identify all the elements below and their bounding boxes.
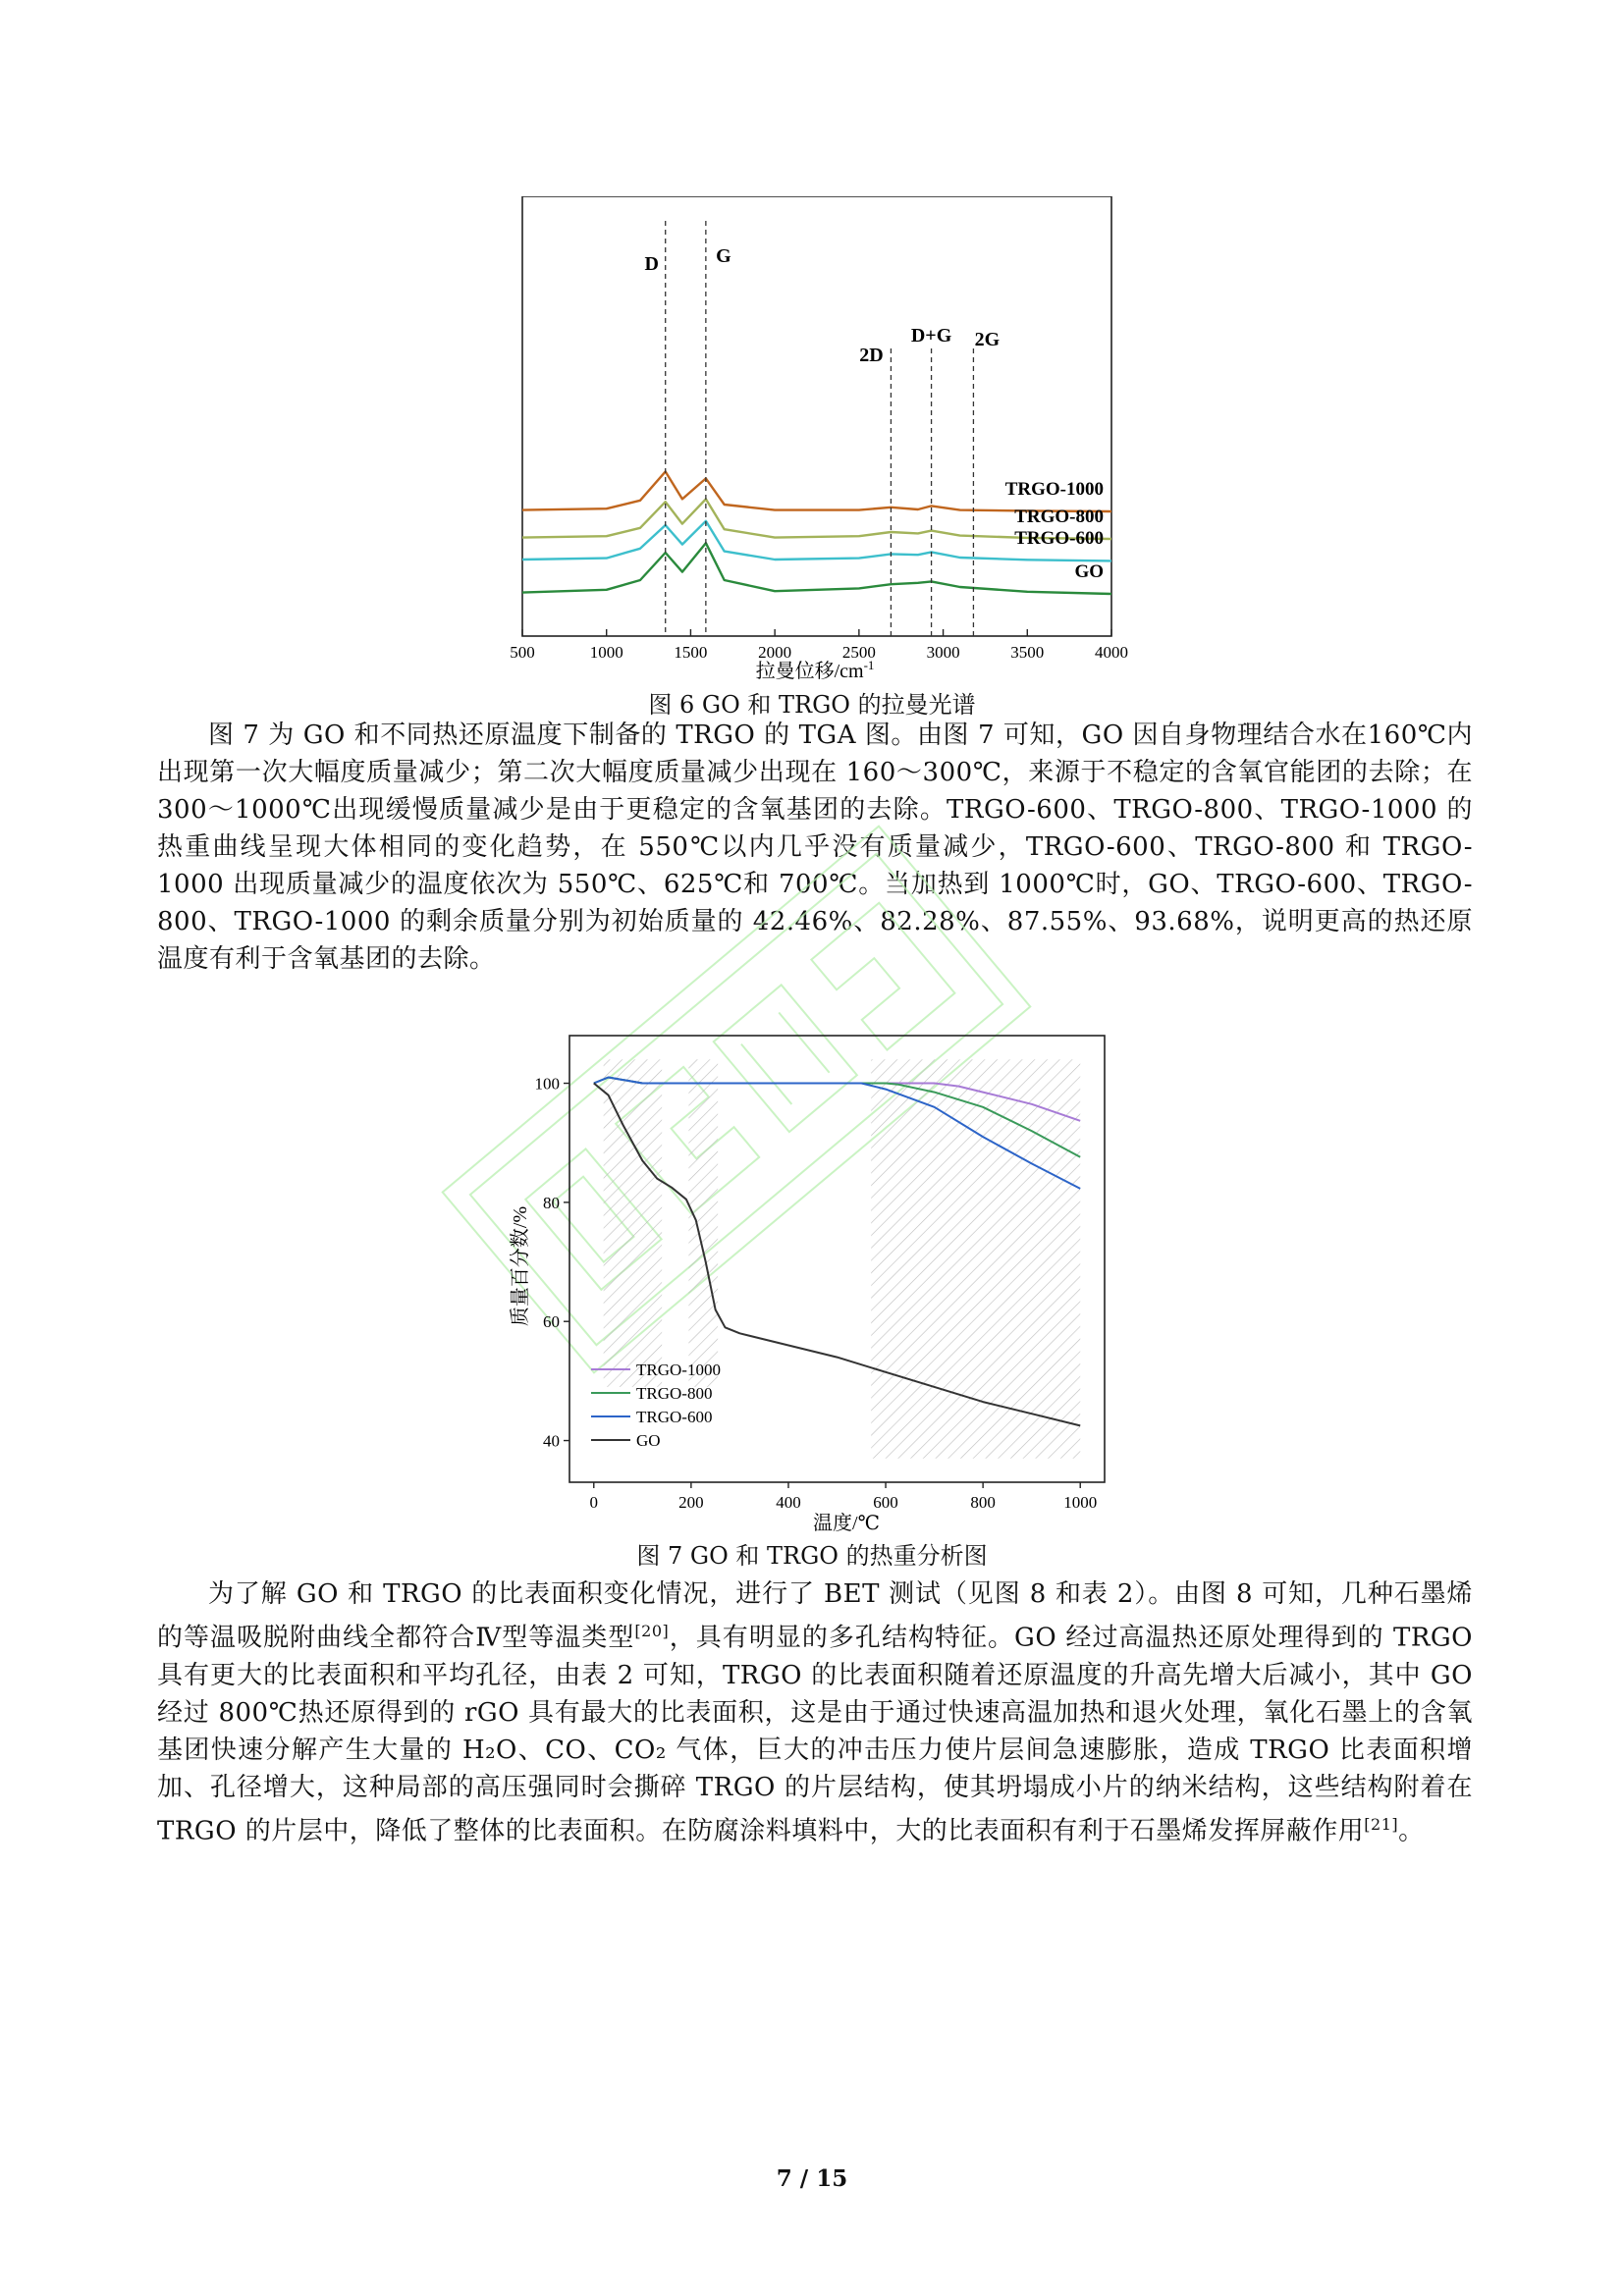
tga-xtick-label-200: 200 bbox=[678, 1493, 704, 1512]
raman-peak-label-d: D bbox=[644, 253, 659, 275]
raman-label-trgo-800: TRGO-800 bbox=[1014, 506, 1104, 527]
tga-ytick-label-80: 80 bbox=[543, 1193, 560, 1212]
paragraph-2 bbox=[157, 1575, 1473, 1849]
tga-x-axis-label: 温度/℃ bbox=[813, 1513, 880, 1534]
tga-xtick-label-0: 0 bbox=[589, 1493, 599, 1512]
raman-tick-label-3000: 3000 bbox=[926, 643, 960, 662]
fig6-caption: 图 6 GO 和 TRGO 的拉曼光谱 bbox=[648, 691, 976, 719]
raman-x-axis-label: 拉曼位移$/cm^{-1}$ bbox=[755, 658, 875, 682]
raman-tick-label-500: 500 bbox=[510, 643, 535, 662]
citation-21[interactable]: [21] bbox=[1364, 1814, 1399, 1834]
raman-peak-label-2d: 2D bbox=[859, 345, 884, 366]
raman-chart bbox=[491, 196, 1159, 697]
raman-tick-label-2000: 2000 bbox=[758, 643, 792, 662]
tga-chart bbox=[501, 1031, 1129, 1541]
raman-plot-frame bbox=[522, 196, 1111, 636]
paragraph-2-part-1: 为了解 GO 和 TRGO 的比表面积变化情况，进行了 BET 测试（见图 8 和表 2）。由图 8 可知，几种石墨烯的等温吸脱附曲线全都符合Ⅳ型等温类型 bbox=[157, 1579, 1473, 1653]
tga-hatch-region-1 bbox=[604, 1059, 662, 1387]
paragraph-2-text bbox=[157, 1575, 1473, 1849]
raman-x-ticks bbox=[510, 629, 1128, 662]
raman-label-trgo-1000: TRGO-1000 bbox=[1004, 478, 1104, 500]
tga-x-ticks bbox=[590, 1482, 1098, 1512]
raman-tick-label-2500: 2500 bbox=[841, 643, 876, 662]
tga-xtick-label-1000: 1000 bbox=[1063, 1493, 1098, 1512]
paragraph-1-text: 图 7 为 GO 和不同热还原温度下制备的 TRGO 的 TGA 图。由图 7 可知，GO 因自身物理结合水在160℃内出现第一次大幅度质量减少；第二次大幅度质量减少出现在 160～300℃，来源于不稳定的含氧官能团的去除；在 300～1000℃出现缓慢质量减少是由于更稳定的含氧基团的去除。TRGO-600、TRGO-800、TRGO-1000 的热重曲线呈现大体相同的变化趋势，在 550℃以内几乎没有质量减少，TRGO-600、TRGO-800 和 TRGO-1000 出现质量减少的温度依次为 550℃、625℃和 700℃。当加热到 1000℃时，GO、TRGO-600、TRGO-800、TRGO-1000 的剩余质量分别为初始质量的 42.46%、82.28%、87.55%、93.68%，说明更高的热还原温度有利于含氧基团的去除。 bbox=[157, 721, 1473, 974]
raman-peak-markers bbox=[644, 221, 1000, 636]
page-number: 7 / 15 bbox=[776, 2165, 848, 2192]
raman-peak-label-g: G bbox=[716, 245, 731, 267]
tga-legend-label-trgo-1000: TRGO-1000 bbox=[636, 1361, 721, 1379]
paragraph-2-part-2: ，具有明显的多孔结构特征。GO 经过高温热还原处理得到的 TRGO 具有更大的比表面积和平均孔径，由表 2 可知，TRGO 的比表面积随着还原温度的升高先增大后减小，其中 GO 经过 800℃热还原得到的 rGO 具有最大的比表面积，这是由于通过快速高温加热和退火处理，氧化石墨上的含氧基团快速分解产生大量的 H₂O、CO、CO₂ 气体，巨大的冲击压力使片层间急速膨胀，造成 TRGO 比表面积增加、孔径增大，这种局部的高压强同时会撕碎 TRGO 的片层结构，使其坍塌成小片的纳米结构，这些结构附着在 TRGO 的片层中，降低了整体的比表面积。在防腐涂料填料中，大的比表面积有利于石墨烯发挥屏蔽作用 bbox=[157, 1623, 1473, 1846]
raman-peak-label-d-g: D+G bbox=[910, 325, 952, 347]
tga-ytick-label-40: 40 bbox=[543, 1431, 560, 1451]
raman-peak-label-2g: 2G bbox=[974, 329, 1001, 350]
tga-legend-label-trgo-600: TRGO-600 bbox=[636, 1408, 713, 1426]
tga-xtick-label-600: 600 bbox=[873, 1493, 898, 1512]
raman-tick-label-3500: 3500 bbox=[1010, 643, 1045, 662]
raman-label-go: GO bbox=[1074, 561, 1104, 582]
tga-y-ticks bbox=[535, 1075, 570, 1451]
tga-hatch-region-3 bbox=[871, 1059, 1080, 1458]
tga-y-axis-label: 质量百分数/% bbox=[510, 1205, 531, 1327]
raman-series-labels bbox=[1005, 479, 1104, 582]
raman-label-trgo-600: TRGO-600 bbox=[1014, 528, 1104, 550]
tga-legend-label-go: GO bbox=[636, 1431, 661, 1450]
tga-ytick-label-100: 100 bbox=[534, 1074, 560, 1094]
paragraph-2-part-3: 。 bbox=[1398, 1816, 1425, 1846]
citation-20[interactable]: [20] bbox=[634, 1622, 670, 1640]
fig7-caption: 图 7 GO 和 TRGO 的热重分析图 bbox=[636, 1542, 988, 1570]
tga-xtick-label-400: 400 bbox=[776, 1493, 801, 1512]
tga-hatch-region-2 bbox=[688, 1059, 718, 1387]
raman-line-go bbox=[522, 543, 1111, 594]
raman-tick-label-1000: 1000 bbox=[589, 643, 623, 662]
raman-tick-label-1500: 1500 bbox=[674, 643, 708, 662]
tga-xtick-label-800: 800 bbox=[970, 1493, 996, 1512]
tga-ytick-label-60: 60 bbox=[543, 1312, 560, 1332]
raman-tick-label-4000: 4000 bbox=[1095, 643, 1128, 662]
tga-legend-label-trgo-800: TRGO-800 bbox=[636, 1384, 713, 1403]
